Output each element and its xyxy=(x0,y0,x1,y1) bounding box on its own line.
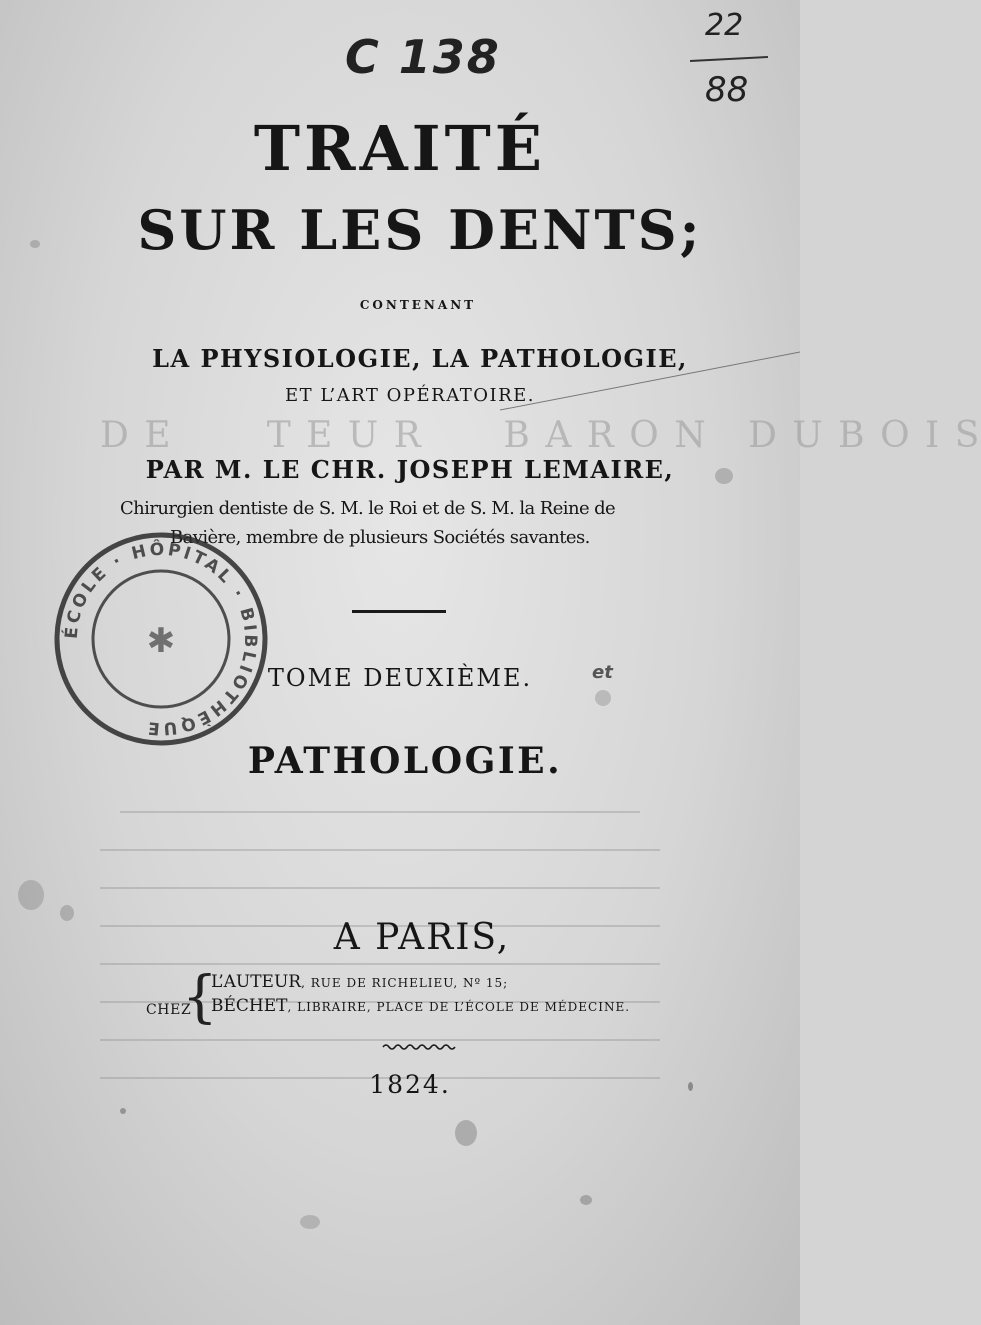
foxing-spot xyxy=(30,240,40,248)
publisher-line-2 xyxy=(211,996,630,1016)
svg-text:✱: ✱ xyxy=(146,621,176,661)
author-description-line-1: Chirurgien dentiste de S. M. le Roi et de S. M. la Reine de xyxy=(120,498,616,519)
subtitle-line-2: ET L’ART OPÉRATOIRE. xyxy=(284,385,536,406)
foxing-spot xyxy=(18,880,44,910)
publisher-2-name: BÉCHET xyxy=(211,996,288,1016)
subtitle-line-1: LA PHYSIOLOGIE, LA PATHOLOGIE, xyxy=(152,344,688,373)
publisher-line-1 xyxy=(211,972,508,992)
handwritten-note: et xyxy=(592,662,613,683)
book-title-line-2: SUR LES DENTS; xyxy=(137,198,703,262)
imprint-chez: CHEZ xyxy=(146,1002,192,1018)
publisher-1-name: L’AUTEUR xyxy=(211,972,302,992)
publisher-2-address: , LIBRAIRE, PLACE DE L’ÉCOLE DE MÉDECINE. xyxy=(287,1000,631,1014)
contenant-label: CONTENANT xyxy=(359,298,477,312)
shelf-mark-annotation: C 138 xyxy=(345,30,501,84)
foxing-spot xyxy=(60,905,74,921)
volume-number: TOME DEUXIÈME. xyxy=(267,664,533,692)
catalog-number-top: 22 xyxy=(705,8,744,43)
foxing-spot xyxy=(300,1215,320,1229)
foxing-spot xyxy=(715,468,733,484)
catalog-number-bottom: 88 xyxy=(705,70,749,110)
foxing-spot xyxy=(595,690,611,706)
book-title-line-1: TRAITÉ xyxy=(253,112,547,185)
brace-symbol: { xyxy=(182,965,218,1030)
imprint-city: A PARIS, xyxy=(333,917,511,958)
author-description-line-2: Bavière, membre de plusieurs Sociétés savantes. xyxy=(170,527,590,548)
separator-rule xyxy=(352,610,446,613)
volume-part-title: PATHOLOGIE. xyxy=(247,740,563,782)
publisher-1-address: , RUE DE RICHELIEU, Nº 15; xyxy=(301,976,509,990)
stamp-text: ÉCOLE · HÔPITAL · BIBLIOTHÈQUE xyxy=(61,539,261,739)
author-line: PAR M. LE CHR. JOSEPH LEMAIRE, xyxy=(145,455,675,484)
foxing-spot xyxy=(120,1108,126,1114)
bleed-through-line: D E T E U R B A R O N D U B O I S xyxy=(100,415,981,456)
publication-year: 1824. xyxy=(369,1070,451,1099)
foxing-spot xyxy=(688,1082,693,1091)
library-stamp xyxy=(52,530,270,748)
foxing-spot xyxy=(580,1195,592,1205)
foxing-spot xyxy=(455,1120,477,1146)
decorative-flourish xyxy=(383,1043,455,1051)
